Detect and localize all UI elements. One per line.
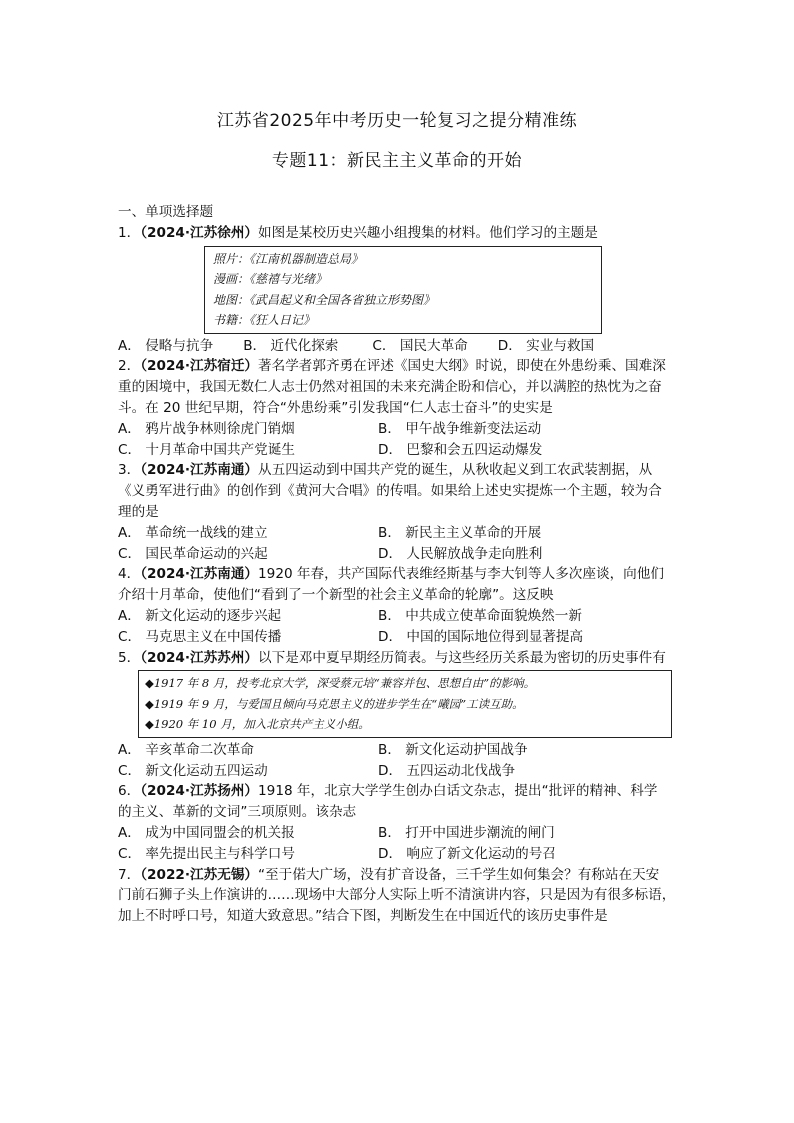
question-2-options [118, 419, 678, 440]
option-a[interactable]: A． 成为中国同盟会的机关报 [118, 825, 295, 842]
question-text: 介绍十月革命，使他们“看到了一个新型的社会主义革命的轮廓”。这反映 [118, 587, 554, 604]
option-b[interactable]: B． 打开中国进步潮流的闸门 [378, 825, 555, 842]
question-source: （2022·江苏无锡） [140, 866, 259, 883]
material-line: 书籍：《狂人日记》 [213, 313, 316, 328]
question-3-options [118, 523, 678, 544]
question-text: 1918 年，北京大学学生创办白话文杂志，提出“批评的精神、科学 [258, 783, 658, 800]
option-b[interactable]: B． 中共成立使革命面貌焕然一新 [378, 607, 582, 624]
option-c[interactable]: C． 马克思主义在中国传播 [118, 628, 282, 645]
option-c[interactable]: C． 国民大革命 [372, 337, 468, 354]
question-6-stem [118, 781, 678, 802]
material-line: ◆1919 年 9 月，与爱国且倾向马克思主义的进步学生在“曦园”工读互助。 [145, 696, 524, 711]
question-3-stem [118, 460, 678, 481]
question-4-stem [118, 564, 678, 585]
question-source: （2024·江苏徐州） [140, 224, 259, 241]
question-4-options [118, 606, 678, 627]
question-text: 《义勇军进行曲》的创作到《黄河大合唱》的传唱。如果给上述史实提炼一个主题，较为合 [118, 483, 662, 500]
option-d[interactable]: D． 实业与救国 [497, 337, 595, 354]
material-line: 地图：《武昌起义和全国各省独立形势图》 [213, 292, 436, 307]
question-source: （2024·江苏宿迁） [140, 358, 259, 375]
question-5-options [118, 761, 678, 782]
option-c[interactable]: C． 新文化运动五四运动 [118, 762, 268, 779]
option-a[interactable]: A． 革命统一战线的建立 [118, 524, 268, 541]
question-source: （2024·江苏苏州） [140, 649, 259, 666]
material-line: ◆1920 年 10 月，加入北京共产主义小组。 [145, 717, 370, 732]
question-source: （2024·江苏南通） [140, 462, 259, 479]
question-2-options [118, 440, 678, 461]
question-number: 2． [118, 358, 141, 375]
option-a[interactable]: A． 辛亥革命二次革命 [118, 741, 254, 758]
option-d[interactable]: D． 中国的国际地位得到显著提高 [378, 628, 584, 645]
question-text: 如图是某校历史兴趣小组搜集的材料。他们学习的主题是 [258, 224, 598, 241]
question-list [118, 202, 678, 927]
option-c[interactable]: C． 率先提出民主与科学口号 [118, 845, 295, 862]
option-d[interactable]: D． 巴黎和会五四运动爆发 [378, 441, 543, 458]
material-box [138, 670, 672, 738]
question-4-options [118, 627, 678, 648]
question-number: 5． [118, 649, 141, 666]
material-box [204, 246, 602, 334]
question-6-options [118, 823, 678, 844]
material-line: 照片：《江南机器制造总局》 [213, 251, 364, 266]
option-b[interactable]: B． 新民主主义革命的开展 [378, 524, 542, 541]
question-2-stem [118, 356, 678, 377]
section-label: 一、单项选择题 [118, 204, 214, 220]
question-text: 理的是 [118, 503, 159, 520]
option-b[interactable]: B． 甲午战争维新变法运动 [378, 420, 542, 437]
option-b[interactable]: B． 近代化探索 [243, 337, 339, 354]
question-text: 斗。在 20 世纪早期，符合“外患纷乘”引发我国“仁人志士奋斗”的史实是 [118, 399, 553, 416]
option-d[interactable]: D． 五四运动北伐战争 [378, 762, 516, 779]
option-b[interactable]: B． 新文化运动护国战争 [378, 741, 528, 758]
option-a[interactable]: A． 新文化运动的逐步兴起 [118, 607, 282, 624]
question-text: “至于偌大广场，没有扩音设备，三千学生如何集会？有称站在天安 [258, 866, 660, 883]
question-text: 门前石狮子头上作演讲的……现场中大部分人实际上听不清演讲内容，只是因为有很多标语， [118, 887, 676, 904]
question-7-stem [118, 865, 678, 886]
option-c[interactable]: C． 国民革命运动的兴起 [118, 545, 268, 562]
question-number: 4． [118, 566, 141, 583]
question-5-options [118, 740, 678, 761]
question-text: 从五四运动到中国共产党的诞生，从秋收起义到工农武装割据，从 [258, 462, 653, 479]
question-text: 重的困境中，我国无数仁人志士仍然对祖国的未来充满企盼和信心，并以满腔的热忱为之奋 [118, 379, 662, 396]
document-title: 江苏省2025年中考历史一轮复习之提分精准练 [216, 111, 578, 131]
document-subtitle: 专题11：新民主主义革命的开始 [271, 151, 523, 171]
question-text: 著名学者郭齐勇在评述《国史大纲》时说，即使在外患纷乘、国难深 [258, 358, 666, 375]
question-text: 的主义、革新的文词”三项原则。该杂志 [118, 804, 357, 821]
option-c[interactable]: C． 十月革命中国共产党诞生 [118, 441, 295, 458]
question-3-options [118, 544, 678, 565]
question-number: 7． [118, 866, 141, 883]
material-line: 漫画：《慈禧与光绪》 [213, 272, 328, 287]
question-5-stem [118, 648, 678, 669]
question-1-options [118, 336, 678, 357]
question-number: 1． [118, 224, 141, 241]
question-number: 6． [118, 783, 141, 800]
question-text: 1920 年春，共产国际代表维经斯基与李大钊等人多次座谈，向他们 [258, 566, 664, 583]
question-1-stem [118, 223, 678, 244]
question-text: 加上不时呼口号，知道大致意思。”结合下图，判断发生在中国近代的该历史事件是 [118, 908, 608, 925]
material-line: ◆1917 年 8 月，投考北京大学，深受蔡元培“兼容并包、思想自由”的影响。 [145, 676, 536, 691]
option-d[interactable]: D． 人民解放战争走向胜利 [378, 545, 543, 562]
question-number: 3． [118, 462, 141, 479]
option-d[interactable]: D． 响应了新文化运动的号召 [378, 845, 556, 862]
question-6-options [118, 844, 678, 865]
option-a[interactable]: A． 侵略与抗争 [118, 337, 214, 354]
option-a[interactable]: A． 鸦片战争林则徐虎门销烟 [118, 420, 295, 437]
question-source: （2024·江苏扬州） [140, 783, 259, 800]
question-text: 以下是邓中夏早期经历简表。与这些经历关系最为密切的历史事件有 [258, 649, 666, 666]
question-source: （2024·江苏南通） [140, 566, 259, 583]
